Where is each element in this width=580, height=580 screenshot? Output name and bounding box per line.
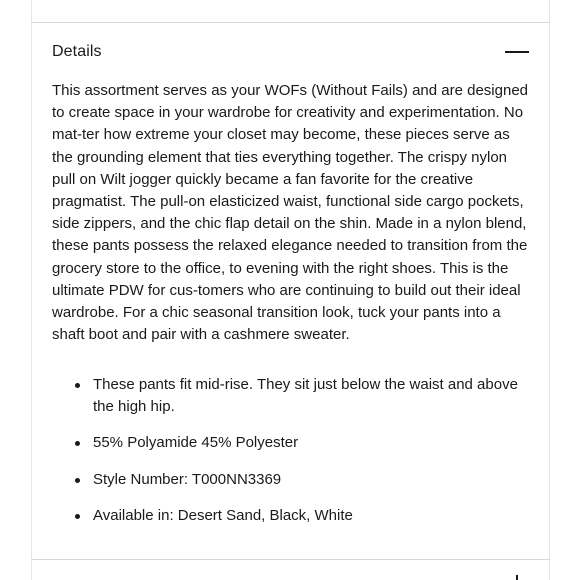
bullet-dot xyxy=(75,383,80,388)
details-title: Details xyxy=(52,43,102,60)
bullet-dot xyxy=(75,441,80,446)
bottom-divider xyxy=(31,559,550,560)
top-divider xyxy=(31,22,550,23)
product-description: This assortment serves as your WOFs (Without Fails) and are designed to create space in your wardrobe for creativity and experimentation. No mat-ter how extreme your closet may become, these pieces serve as the grounding element that ties everything together. The crispy nylon pull on Wilt jogger quickly became a fan favorite for the creative pragmatist. The pull-on elasticized waist, functional side cargo pockets, side zippers, and the chic flap detail on the shin. Made in a nylon blend, these pants possess the relaxed elegance needed to transition from the grocery store to the office, to evening with the right shoes. This is the ultimate PDW for cus-tomers who are continuing to build out their ideal wardrobe. For a chic seasonal transition look, tuck your pants into a shaft boot and pair with a cashmere sweater. xyxy=(52,82,529,344)
bullet-dot xyxy=(75,478,80,483)
expand-plus-icon[interactable] xyxy=(516,575,518,580)
details-accordion-header[interactable] xyxy=(52,38,530,66)
spec-fit: These pants fit mid-rise. They sit just below the waist and above the high hip. xyxy=(93,376,518,416)
collapse-minus-icon[interactable] xyxy=(505,51,529,53)
list-item xyxy=(52,505,534,527)
spec-colors: Available in: Desert Sand, Black, White xyxy=(93,506,353,524)
list-item xyxy=(52,469,534,491)
bullet-dot xyxy=(75,514,80,519)
spec-style-number: Style Number: T000NN3369 xyxy=(93,470,282,488)
spec-material: 55% Polyamide 45% Polyester xyxy=(93,434,299,452)
list-item xyxy=(52,374,534,418)
list-item xyxy=(52,432,534,454)
product-specs-list xyxy=(52,374,534,541)
